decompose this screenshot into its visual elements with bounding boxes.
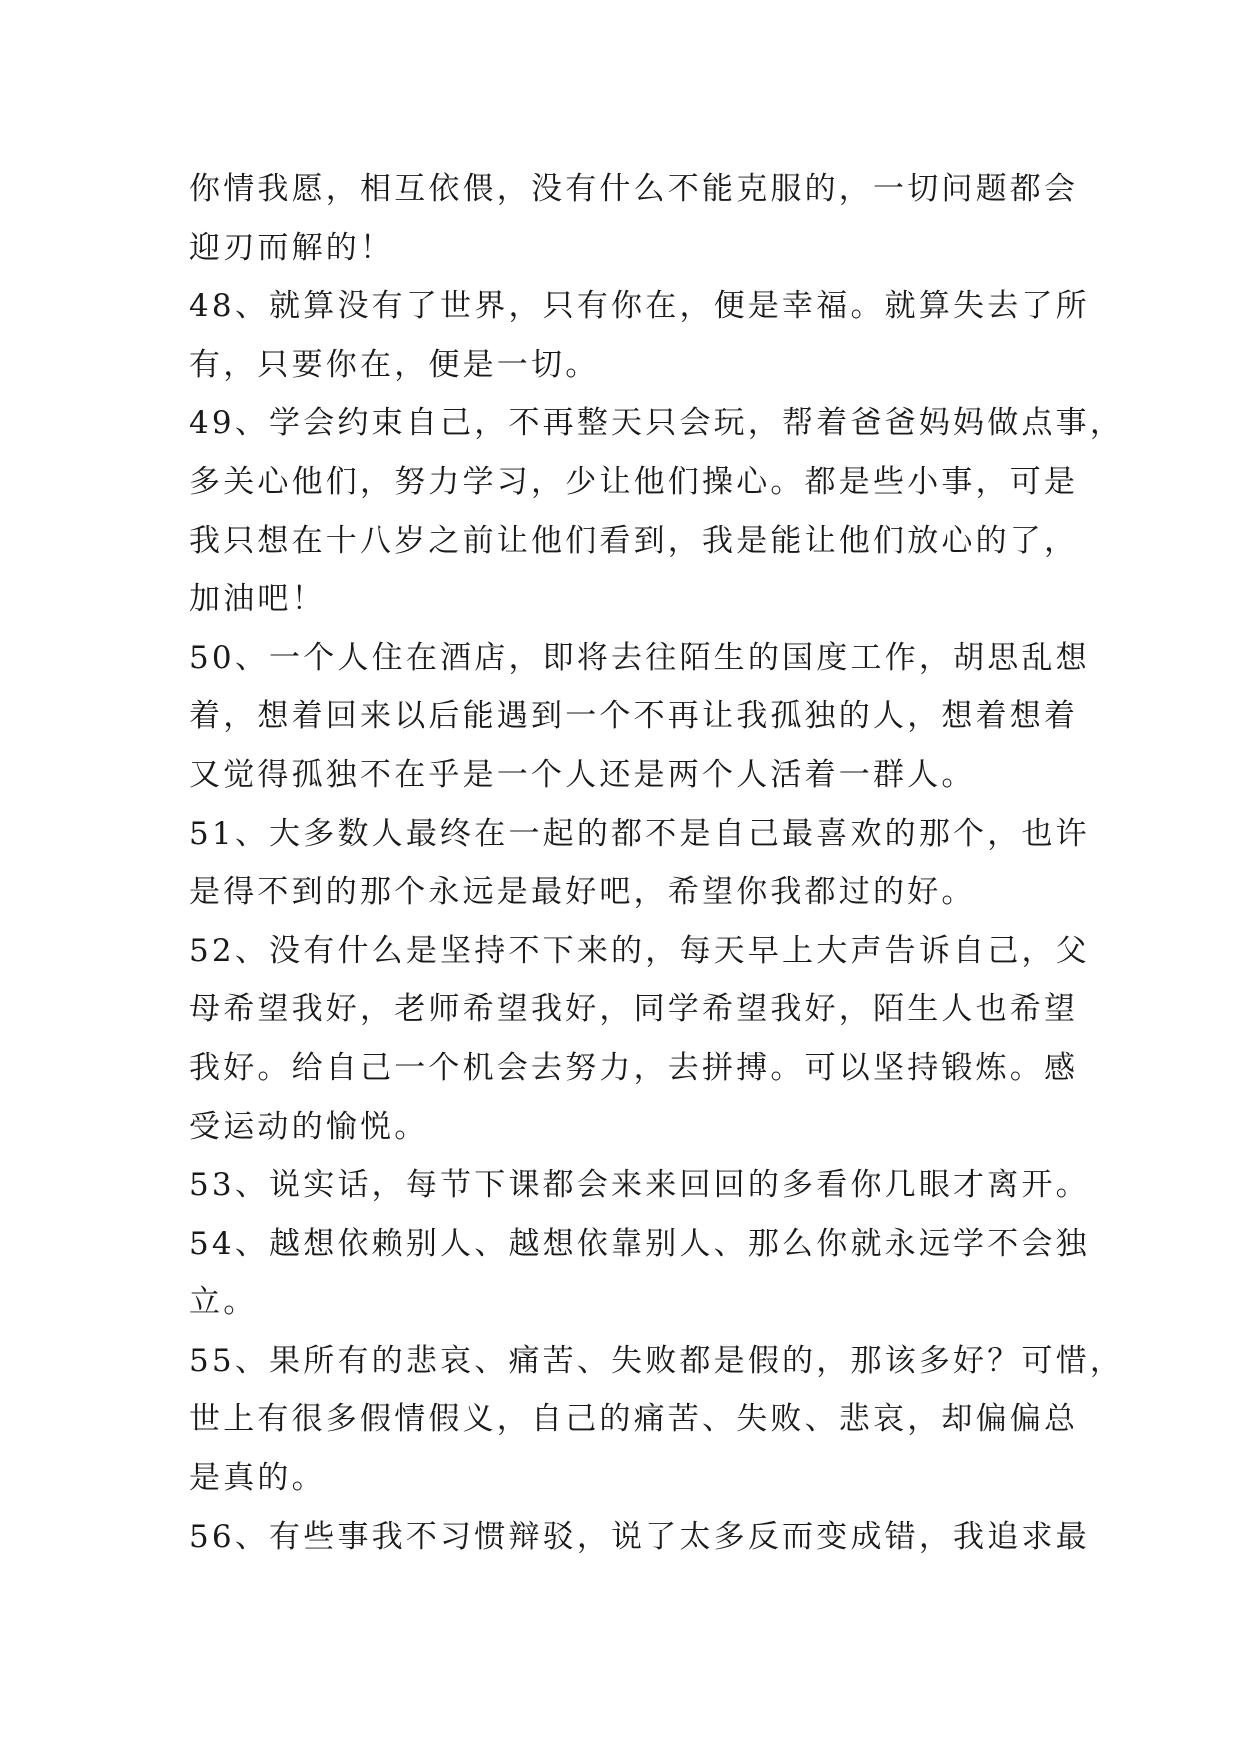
text-line: 48、就算没有了世界，只有你在，便是幸福。就算失去了所 xyxy=(189,288,1090,325)
text-line: 49、学会约束自己，不再整天只会玩，帮着爸爸妈妈做点事， xyxy=(189,405,1125,442)
text-line: 50、一个人住在酒店，即将去往陌生的国度工作，胡思乱想 xyxy=(189,639,1090,676)
text-line: 立。 xyxy=(189,1284,258,1321)
text-line: 多关心他们，努力学习，少让他们操心。都是些小事，可是 xyxy=(189,463,1079,500)
text-line: 55、果所有的悲哀、痛苦、失败都是假的，那该多好？可惜， xyxy=(189,1342,1125,1379)
text-line: 加油吧！ xyxy=(189,581,326,618)
text-line: 世上有很多假情假义，自己的痛苦、失败、悲哀，却偏偏总 xyxy=(189,1401,1079,1438)
text-line: 我只想在十八岁之前让他们看到，我是能让他们放心的了， xyxy=(189,522,1079,559)
text-line: 你情我愿，相互依偎，没有什么不能克服的，一切问题都会 xyxy=(189,171,1079,207)
text-line: 53、说实话，每节下课都会来来回回的多看你几眼才离开。 xyxy=(189,1167,1090,1204)
text-line: 迎刃而解的！ xyxy=(189,229,395,266)
text-line: 受运动的愉悦。 xyxy=(189,1108,429,1145)
document-body xyxy=(189,160,1125,1566)
text-line: 又觉得孤独不在乎是一个人还是两个人活着一群人。 xyxy=(189,756,976,793)
text-line: 是得不到的那个永远是最好吧，希望你我都过的好。 xyxy=(189,874,976,911)
text-line: 52、没有什么是坚持不下来的，每天早上大声告诉自己，父 xyxy=(189,932,1090,969)
text-line: 母希望我好，老师希望我好，同学希望我好，陌生人也希望 xyxy=(189,991,1079,1028)
text-line: 51、大多数人最终在一起的都不是自己最喜欢的那个，也许 xyxy=(189,815,1090,852)
text-line: 54、越想依赖别人、越想依靠别人、那么你就永远学不会独 xyxy=(189,1225,1090,1262)
text-line: 是真的。 xyxy=(189,1460,326,1497)
text-line: 我好。给自己一个机会去努力，去拼搏。可以坚持锻炼。感 xyxy=(189,1049,1079,1086)
text-line: 有，只要你在，便是一切。 xyxy=(189,346,600,383)
text-line: 56、有些事我不习惯辩驳，说了太多反而变成错，我追求最 xyxy=(189,1518,1090,1555)
text-line: 着，想着回来以后能遇到一个不再让我孤独的人，想着想着 xyxy=(189,698,1079,735)
